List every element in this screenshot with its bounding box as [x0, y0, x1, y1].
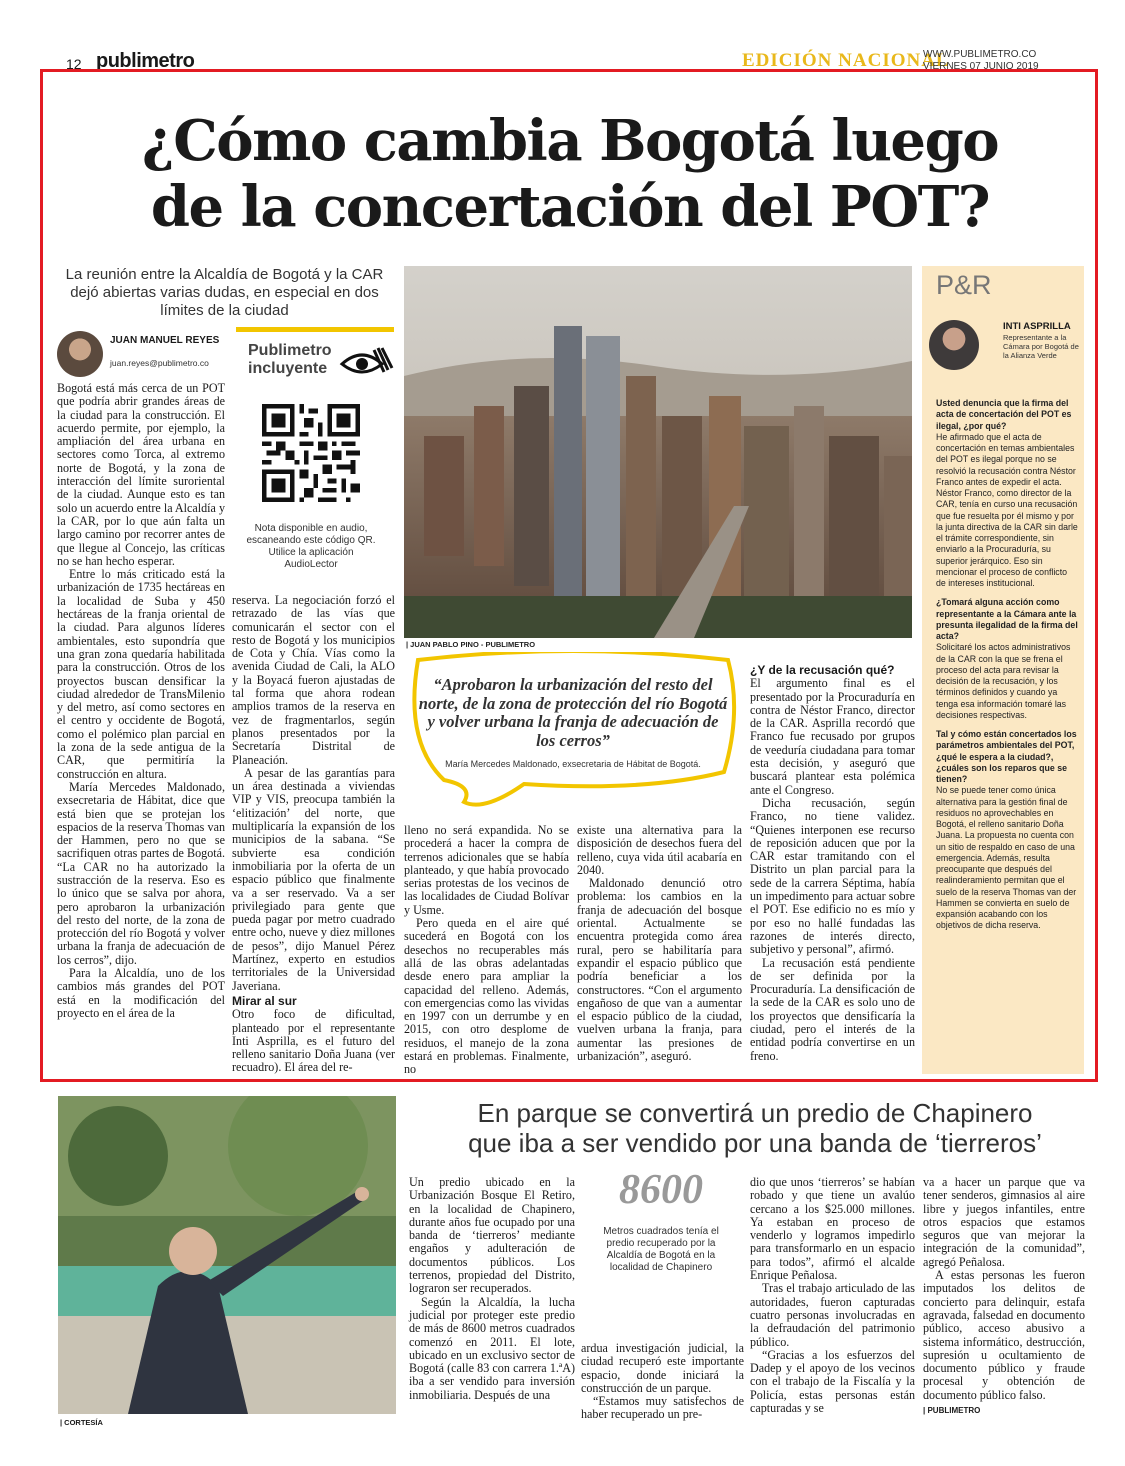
- subheadline: La reunión entre la Alcaldía de Bogotá y la CAR dejó abiertas varias dudas, en especial en dos límites de la ciudad: [65, 266, 384, 319]
- qa-item: [936, 597, 1078, 721]
- qa-answer: He afirmado que el acta de concertación en temas ambientales del POT es ilegal porque no se resolvió la recusación contra Néstor Franco antes de expedir el acta. Néstor Franco, como director de la CAR, tenía en curso una recusación que fue resuelta por él mismo y por la junta directiva de la CAR sin darle el trámite correspondiente, sin enviarlo a la Procuraduría, su superior jerárquico. Eso sin mencionar el proceso de conflicto de intereses institucional.: [936, 431, 1078, 588]
- paragraph: dio que unos ‘tierreros’ se habían robado y que tiene un avalúo cercano a los $25.000 millones. Ya estaban en proceso de venderlo y logramos impedirlo para transformarlo en un espacio para todos”, afirmó el alcalde Enrique Peñalosa.: [750, 1175, 915, 1283]
- paragraph: “Estamos muy satisfechos de haber recuperado un pre-: [581, 1394, 744, 1422]
- edition-label: EDICIÓN NACIONAL: [742, 50, 950, 71]
- paragraph: lleno no será expandida. No se procederá a hacer la compra de terrenos adicionales que se había planteado, y que había provocado serias protestas de los vecinos de las localidades de Ciudad Bolívar y Usme.: [404, 823, 569, 917]
- bottom-column-3: [750, 1176, 915, 1415]
- article-column-2: [232, 594, 395, 1075]
- inclusive-label: Publimetro incluyente: [248, 342, 332, 377]
- qa-question: Tal y cómo están concertados los parámetros ambientales del POT, ¿qué le espera a la ciudad?, ¿cuáles son los reparos que se tienen?: [936, 729, 1077, 784]
- page-number: 12: [66, 56, 82, 72]
- bottom-column-2: [581, 1342, 744, 1422]
- paragraph: Según la Alcaldía, la lucha judicial por proteger este predio de más de 8600 metros cuadrados comenzó en 2011. El lote, ubicado en un exclusivo sector de Bogotá (calle 83 con carrera 1.ªA) iba a ser vendido para inversión inmobiliaria. Después de una: [409, 1294, 575, 1402]
- paragraph: Maldonado denunció otro problema: los cambios en la franja de adecuación del bosque oriental. Actualmente se encuentra protegida como área rural, pero se habilitaría para expandir el espacio público que podría beneficiar a los constructores. “Con el argumento engañoso de que van a aumentar el espacio público de la ciudad, vuelven urbana la franja, para aumentar las presiones de urbanización”, aseguró.: [577, 876, 742, 1064]
- qa-item: [936, 729, 1078, 932]
- paragraph: ardua investigación judicial, la ciudad recuperó este importante espacio, donde iniciará la construcción de un parque.: [581, 1341, 744, 1395]
- photo-credit: | JUAN PABLO PINO - PUBLIMETRO: [406, 640, 536, 649]
- paragraph: Bogotá está más cerca de un POT que podría abrir grandes áreas de la ciudad para la construcción. El acuerdo permite, por ejemplo, la ampliación del área urbana en sectores como Torca, al extremo norte de Bogotá, y la zona de interacción del límite suroriental de la ciudad. Aunque esto es tan solo un acuerdo entre la Alcaldía y la CAR, por lo que aún falta un largo camino por recorrer antes de que llegue al Concejo, las críticas no se han hecho esperar.: [57, 381, 225, 568]
- eye-hand-icon: [338, 342, 394, 382]
- paragraph: A pesar de las garantías para un área destinada a viviendas VIP y VIS, preocupa también la ‘elitización’ del norte, que multiplicaría la expansión de los municipios de la sabana. “Se subvierte esa condición inmobiliaria por la oferta de un espacio público que finalmente va a ser reservado. Va a ser privilegiado para gente que pueda pagar por metro cuadrado entre ocho, nueve y diez millones de pesos”, dijo Manuel Pérez Martínez, experto en estudios territoriales de la Universidad Javeriana.: [232, 765, 395, 993]
- headline-line-2: de la concertación del POT?: [150, 174, 990, 240]
- paragraph: La recusación está pendiente de ser definida por la Procuraduría. La densificación de la sede de la CAR es solo uno de los proyectos que densificaría la ciudad, pero el interés de la entidad podría convertirse en un freno.: [750, 955, 915, 1063]
- interviewee-role: Representante a la Cámara por Bogotá de la Alianza Verde: [1003, 333, 1079, 360]
- paragraph: “Gracias a los esfuerzos del Dadep y el apoyo de los vecinos con el trabajo de la Fiscalía y la Policía, estas personas están capturadas y se: [750, 1347, 915, 1416]
- paragraph: Pero queda en el aire qué sucederá en Bogotá con los desechos no recuperables más allá de las obras adelantadas desde enero para ampliar la capacidad del relleno. Además, con emergencias como las vividas en 1997 con un derrumbe y en 2015, con otro desplome de residuos, el manejo de la zona estará en problemas. Finalmente, no: [404, 916, 570, 1077]
- main-headline: [60, 108, 1080, 240]
- paragraph: Otro foco de dificultad, planteado por el representante Inti Asprilla, es el futuro del relleno sanitario Doña Juana (ver recuadro). El área del re-: [232, 1007, 395, 1075]
- paragraph: El argumento final es el presentado por la Procuraduría en contra de Néstor Franco, director de la CAR. Asprilla recordó que Franco fue recusado por grupos de veeduría ciudadana para tomar esta decisión, y aseguró que buscará plantear esta polémica ante el Congreso.: [750, 676, 915, 797]
- paragraph: Entre lo más criticado está la urbanización de 1735 hectáreas en la localidad de Suba y 450 hectáreas de la franja oriental de la ciudad. Para algunos líderes ambientales, esto supondría que una gran zona quedaría habilitada para la construcción. Otros de los proyectos buscan densificar la ciudad alrededor de TransMilenio y del metro, así como sectores en el centro y occidente de Bogotá, como el polémico plan parcial en la zona de la sede antigua de la CAR, que permitiría la construcción en altura.: [57, 567, 225, 781]
- qa-answer: Solicitaré los actos administrativos de la CAR con la que se frena el proceso del acta para revisar la decisión de la recusación, y los términos definidos y cuando ya tenga esa información tomaré las decisiones respectivas.: [936, 642, 1071, 720]
- subhead-recusacion: ¿Y de la recusación qué?: [750, 663, 895, 677]
- bottom-column-1: [409, 1176, 575, 1402]
- paragraph: va a hacer un parque que va tener senderos, gimnasios al aire libre y juegos infantiles, entre otros espacios que estamos seguros que van mejorar la integración de la comunidad”, agregó Peñalosa.: [923, 1175, 1085, 1269]
- headline-line-1: ¿Cómo cambia Bogotá luego: [141, 108, 999, 174]
- article-column-3: [404, 824, 569, 1077]
- qa-question: ¿Tomará alguna acción como representante a la Cámara ante la presunta ilegalidad de la firma del acta?: [936, 597, 1078, 641]
- qa-title: P&R: [936, 270, 992, 300]
- bottom-photo-credit: | CORTESÍA: [60, 1418, 103, 1427]
- bottom-column-4: [923, 1176, 1085, 1417]
- article-column-1: [57, 382, 225, 1020]
- paragraph: Para la Alcaldía, uno de los cambios más grandes del POT está en la modificación del proyecto en el área de la: [57, 966, 225, 1020]
- paragraph: Tras el trabajo articulado de las autoridades, fueron capturadas cuatro personas involucradas en la defraudación del patrimonio público.: [750, 1281, 915, 1349]
- publimetro-logo: publimetro: [96, 50, 195, 72]
- author-email[interactable]: juan.reyes@publimetro.co: [110, 358, 209, 368]
- article-column-5: [750, 662, 915, 1063]
- interviewee-avatar: [929, 320, 979, 370]
- paragraph: Dicha recusación, según Franco, no tiene validez. “Quienes interponen ese recurso de reposición aducen que por la CAR estar tramitando con el Distrito un plan parcial para la sede de la carrera Séptima, había un impedimento para actuar sobre el POT. Ese edificio no es mío y por eso no hallé fundadas las razones de interés directo, subjetivo y personal”, afirmó.: [750, 795, 915, 957]
- paragraph: Un predio ubicado en la Urbanización Bosque El Retiro, en la localidad de Chapinero, durante años fue ocupado por una banda de ‘tierreros’ mediante engaños y adulteración de documentos públicos. Los terrenos, propiedad del Distrito, lograron ser recuperados.: [409, 1175, 575, 1296]
- inclusive-accent-bar: [236, 327, 394, 332]
- qa-body: [936, 398, 1078, 940]
- issue-date: VIERNES 07 JUNIO 2019: [923, 61, 1039, 72]
- paragraph: reserva. La negociación forzó el retrazado de las vías que comunicarán el sector con el resto de Bogotá y los municipios de Cota y Chía. Vías como la avenida Ciudad de Cali, la ALO y la Boyacá fueron ajustadas de tal forma que ahora rodean amplios tramos de la reserva en vez de fragmentarlos, según planos presentados por la Secretaría Distrital de Planeación.: [232, 593, 395, 767]
- qa-answer: No se puede tener como única alternativa para la gestión final de residuos no aprovechables en Bogotá, el relleno sanitario Doña Juana. La propuesta no cuenta con un sitio de respaldo en caso de una emergencia. Además, resulta preocupante que después del realinderamiento permitan que el suelo de la reserva Thomas van der Hammen se convierta en suelo de expansión acabando con los objetivos de dicha reserva.: [936, 785, 1077, 931]
- bottom-headline: [410, 1098, 1100, 1158]
- qr-code[interactable]: [262, 404, 360, 502]
- pull-quote: “Aprobaron la urbanización del resto del norte, de la zona de protección del río Bogotá y volver urbana la franja de adecuación de los cerros”: [418, 675, 728, 750]
- bottom-headline-line-1: En parque se convertirá un predio de Chapinero: [477, 1098, 1033, 1128]
- website-link[interactable]: WWW.PUBLIMETRO.CO: [923, 49, 1037, 60]
- big-number-caption: Metros cuadrados tenía el predio recuperado por la Alcaldía de Bogotá en la localidad de Chapinero: [603, 1226, 719, 1273]
- interviewee-name: INTI ASPRILLA: [1003, 321, 1071, 332]
- bottom-headline-line-2: que iba a ser vendido por una banda de ‘tierreros’: [468, 1128, 1042, 1158]
- article-column-4: [577, 824, 742, 1063]
- bogota-skyline-photo: [404, 266, 912, 638]
- big-number: 8600: [619, 1167, 703, 1213]
- author-name: JUAN MANUEL REYES: [110, 335, 220, 346]
- quote-author: María Mercedes Maldonado, exsecretaria de Hábitat de Bogotá.: [445, 759, 701, 769]
- qa-question: Usted denuncia que la firma del acta de concertación del POT es ilegal, ¿por qué?: [936, 398, 1072, 431]
- paragraph: María Mercedes Maldonado, exsecretaria de Hábitat, dice que está bien que se protejan los espacios de la reserva Thomas van der Hammen, pero no que se sacrifiquen otras partes de Bogotá. “La CAR no ha autorizado la sustracción de la reserva. Eso es lo único que se salva por ahora, pero aprobaron la urbanización del resto del norte, de la zona de protección del río Bogotá y volver urbana la franja de adecuación de los cerros”, dijo.: [57, 779, 225, 967]
- qr-note: Nota disponible en audio, escaneando este código QR. Utilice la aplicación AudioLector: [246, 523, 376, 570]
- subhead-mirar-al-sur: Mirar al sur: [232, 993, 297, 1008]
- bottom-signature: | PUBLIMETRO: [923, 1406, 981, 1416]
- mayor-pointing-photo: [58, 1096, 396, 1414]
- author-avatar: [57, 331, 103, 377]
- paragraph: existe una alternativa para la disposición de desechos fuera del relleno, cuya vida útil acabaría en 2040.: [577, 823, 742, 877]
- paragraph: A estas personas les fueron imputados los delitos de concierto para delinquir, estafa agravada, falsedad en documento público, acceso abusivo a sistema informático, destrucción, supresión u ocultamiento de documento público y fraude procesal y obtención de documento público falso.: [923, 1268, 1085, 1402]
- qa-item: [936, 398, 1078, 589]
